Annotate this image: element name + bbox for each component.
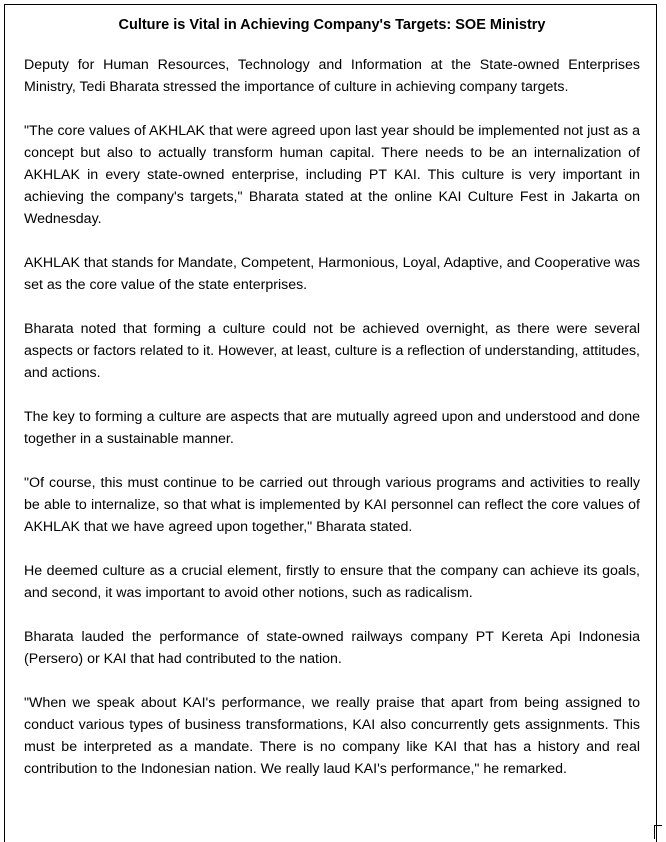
paragraph-2: "The core values of AKHLAK that were agreed upon last year should be implemented not just as a concept but also to actually transform human capital. There needs to be an internalization of AKHLAK in every state-owned enterprise, including PT KAI. This culture is very important in achieving the company's targets," Bharata stated at the online KAI Culture Fest in Jakarta on Wednesday. [24, 123, 640, 227]
paragraph-5: The key to forming a culture are aspects that are mutually agreed upon and understood and done together in a sustainable manner. [24, 409, 640, 447]
document-page [4, 4, 657, 842]
paragraph-6: "Of course, this must continue to be carried out through various programs and activities to really be able to internalize, so that what is implemented by KAI personnel can reflect the core values of AKHLAK that we have agreed upon together," Bharata stated. [24, 475, 640, 535]
article-title: Culture is Vital in Achieving Company's Targets: SOE Ministry [118, 17, 546, 33]
paragraph-1: Deputy for Human Resources, Technology and Information at the State-owned Enterprises Ministry, Tedi Bharata stressed the importance of culture in achieving company targets. [24, 57, 640, 95]
paragraph-9: "When we speak about KAI's performance, we really praise that apart from being assigned to conduct various types of business transformations, KAI also concurrently gets assignments. This must be interpreted as a mandate. There is no company like KAI that has a history and real contribution to the Indonesian nation. We really laud KAI's performance," he remarked. [24, 695, 640, 777]
paragraph-3: AKHLAK that stands for Mandate, Competent, Harmonious, Loyal, Adaptive, and Cooperative was set as the core value of the state enterprises. [24, 255, 640, 293]
page-corner-mark [654, 825, 662, 839]
paragraph-7: He deemed culture as a crucial element, firstly to ensure that the company can achieve its goals, and second, it was important to avoid other notions, such as radicalism. [24, 563, 640, 601]
paragraph-4: Bharata noted that forming a culture could not be achieved overnight, as there were several aspects or factors related to it. However, at least, culture is a reflection of understanding, attitudes, and actions. [24, 321, 640, 381]
paragraph-8: Bharata lauded the performance of state-owned railways company PT Kereta Api Indonesia (Persero) or KAI that had contributed to the nation. [24, 629, 640, 667]
